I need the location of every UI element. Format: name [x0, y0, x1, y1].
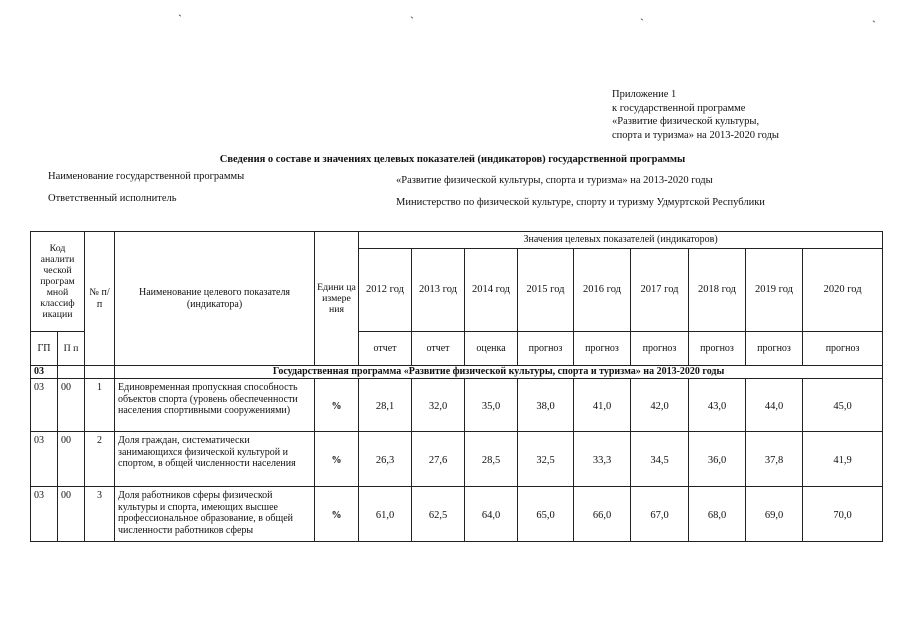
year-header: 2017 год: [631, 249, 689, 332]
row-unit: %: [315, 432, 359, 487]
year-header: 2015 год: [518, 249, 574, 332]
row-value: 45,0: [803, 379, 883, 432]
header-unit: Едини ца измере ния: [315, 232, 359, 366]
row-value: 38,0: [518, 379, 574, 432]
table-row: [31, 487, 883, 542]
row-value: 41,0: [574, 379, 631, 432]
row-value: 68,0: [689, 487, 746, 542]
value-kind: прогноз: [574, 332, 631, 366]
year-header: 2014 год: [465, 249, 518, 332]
section-gp-code: 03: [31, 366, 58, 379]
scan-mark: `: [872, 18, 876, 32]
value-kind: прогноз: [689, 332, 746, 366]
row-value: 32,0: [412, 379, 465, 432]
value-kind: прогноз: [803, 332, 883, 366]
table-row: [31, 379, 883, 432]
value-kind: отчет: [412, 332, 465, 366]
row-gp: 03: [31, 432, 58, 487]
value-kind: отчет: [359, 332, 412, 366]
row-value: 43,0: [689, 379, 746, 432]
row-number: 1: [85, 379, 115, 432]
row-value: 70,0: [803, 487, 883, 542]
document-title: Сведения о составе и значениях целевых показателей (индикаторов) государственной программы: [219, 154, 686, 165]
row-value: 36,0: [689, 432, 746, 487]
row-value: 41,9: [803, 432, 883, 487]
row-value: 34,5: [631, 432, 689, 487]
year-header: 2016 год: [574, 249, 631, 332]
value-kind: прогноз: [518, 332, 574, 366]
program-value: «Развитие физической культуры, спорта и туризма» на 2013-2020 годы: [396, 175, 713, 186]
appendix-line: к государственной программе: [612, 102, 746, 114]
row-value: 66,0: [574, 487, 631, 542]
year-header: 2018 год: [689, 249, 746, 332]
appendix-note: [612, 88, 852, 142]
appendix-line: Приложение 1: [612, 89, 677, 100]
executor-value: Министерство по физической культуре, спорту и туризму Удмуртской Республики: [396, 197, 765, 208]
appendix-line: «Развитие физической культуры,: [612, 116, 760, 127]
row-value: 42,0: [631, 379, 689, 432]
row-gp: 03: [31, 487, 58, 542]
row-value: 69,0: [746, 487, 803, 542]
header-pp: П п: [58, 332, 85, 366]
row-value: 32,5: [518, 432, 574, 487]
row-indicator-name: Доля работников сферы физической культуры и спорта, имеющих высшее профессиональное образование, в общей численности работников сферы: [115, 487, 315, 542]
row-value: 61,0: [359, 487, 412, 542]
section-row: [31, 366, 883, 379]
row-value: 64,0: [465, 487, 518, 542]
header-gp: ГП: [31, 332, 58, 366]
header-number: № п/п: [85, 232, 115, 366]
year-header: 2019 год: [746, 249, 803, 332]
value-kind: оценка: [465, 332, 518, 366]
row-unit: %: [315, 487, 359, 542]
indicators-table: [30, 231, 883, 542]
year-header: 2013 год: [412, 249, 465, 332]
row-value: 35,0: [465, 379, 518, 432]
row-value: 44,0: [746, 379, 803, 432]
row-gp: 03: [31, 379, 58, 432]
row-value: 37,8: [746, 432, 803, 487]
header-indicator-name: Наименование целевого показателя (индикатора): [115, 232, 315, 366]
row-number: 2: [85, 432, 115, 487]
executor-label: Ответственный исполнитель: [48, 193, 177, 204]
scan-mark: `: [178, 12, 182, 26]
row-indicator-name: Доля граждан, систематически занимающихся физической культурой и спортом, в общей численности населения: [115, 432, 315, 487]
row-pp: 00: [58, 432, 85, 487]
row-pp: 00: [58, 379, 85, 432]
row-value: 27,6: [412, 432, 465, 487]
year-header: 2012 год: [359, 249, 412, 332]
section-title: Государственная программа «Развитие физической культуры, спорта и туризма» на 2013-2020 годы: [115, 366, 883, 379]
row-number: 3: [85, 487, 115, 542]
header-code: Код аналити ческой програм мной классиф икации: [31, 232, 85, 332]
row-indicator-name: Единовременная пропускная способность объектов спорта (уровень обеспеченности населения спортивными сооружениями): [115, 379, 315, 432]
row-value: 62,5: [412, 487, 465, 542]
value-kind: прогноз: [631, 332, 689, 366]
row-value: 28,1: [359, 379, 412, 432]
value-kind: прогноз: [746, 332, 803, 366]
row-pp: 00: [58, 487, 85, 542]
row-value: 28,5: [465, 432, 518, 487]
row-value: 65,0: [518, 487, 574, 542]
row-value: 26,3: [359, 432, 412, 487]
appendix-line: спорта и туризма» на 2013-2020 годы: [612, 129, 779, 141]
year-header: 2020 год: [803, 249, 883, 332]
scan-mark: `: [410, 14, 414, 28]
header-values-title: Значения целевых показателей (индикаторов): [359, 232, 883, 249]
row-unit: %: [315, 379, 359, 432]
table-row: [31, 432, 883, 487]
scan-mark: `: [640, 16, 644, 30]
program-label: Наименование государственной программы: [48, 171, 245, 182]
row-value: 67,0: [631, 487, 689, 542]
row-value: 33,3: [574, 432, 631, 487]
